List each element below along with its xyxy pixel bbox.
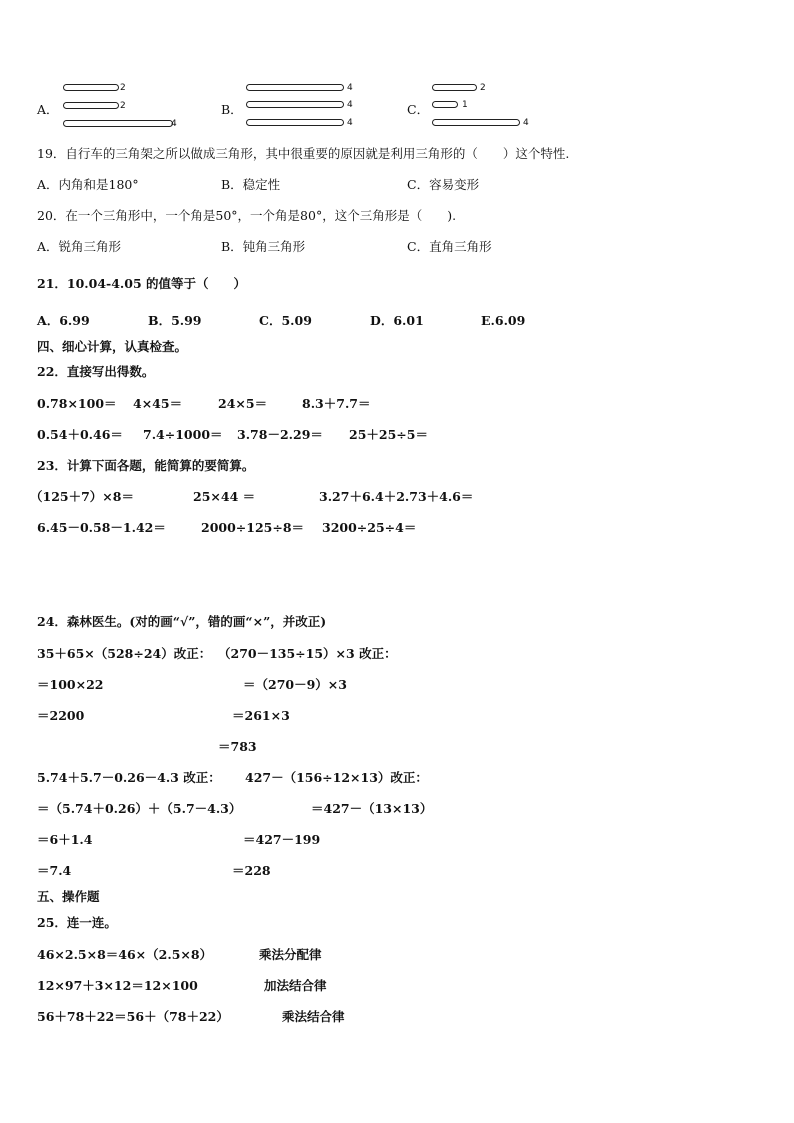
q24-p2-right-line: ＝427－199 bbox=[243, 832, 321, 847]
q24-p2-right-line: ＝228 bbox=[232, 863, 271, 878]
q25-right-item[interactable]: 加法结合律 bbox=[264, 978, 327, 993]
stick-length-label: 2 bbox=[480, 83, 486, 93]
q24-p1-right-line: ＝261×3 bbox=[232, 708, 290, 723]
q24-p1-left-line: ＝100×22 bbox=[37, 677, 104, 692]
stick-length-label: 2 bbox=[120, 101, 126, 111]
q20-option-c[interactable]: C．直角三角形 bbox=[407, 239, 492, 254]
q23-expr: 25×44 ＝ bbox=[193, 489, 256, 504]
q24-p1-right-line: ＝783 bbox=[218, 739, 257, 754]
q20-option-b[interactable]: B．钝角三角形 bbox=[221, 239, 306, 254]
q24-text: 24．森林医生。(对的画“√”，错的画“×”，并改正) bbox=[37, 614, 327, 629]
stick bbox=[432, 119, 520, 126]
q22-text: 22．直接写出得数。 bbox=[37, 364, 155, 379]
q19-option-b[interactable]: B．稳定性 bbox=[221, 177, 281, 192]
q25-text: 25．连一连。 bbox=[37, 915, 117, 930]
q18-option-c-label: C． bbox=[407, 102, 430, 117]
q24-p2-left-line: 5.74＋5.7－0.26－4.3 改正： bbox=[37, 770, 221, 785]
q24-p2-left-line: ＝（5.74＋0.26）＋（5.7－4.3） bbox=[37, 801, 242, 816]
stick-length-label: 2 bbox=[120, 83, 126, 93]
q24-p2-left-line: ＝7.4 bbox=[37, 863, 72, 878]
q19-text: 19．自行车的三角架之所以做成三角形，其中很重要的原因就是利用三角形的（ ）这个特性. bbox=[37, 146, 570, 161]
stick bbox=[63, 102, 119, 109]
stick-length-label: 4 bbox=[523, 118, 529, 128]
q22-expr: 0.54＋0.46＝ bbox=[37, 427, 123, 442]
q25-left-item[interactable]: 56＋78＋22＝56＋（78＋22） bbox=[37, 1009, 229, 1024]
q24-p2-right-line: 427－（156÷12×13）改正： bbox=[245, 770, 428, 785]
stick bbox=[63, 120, 173, 127]
q23-expr: （125＋7）×8＝ bbox=[30, 489, 134, 504]
stick bbox=[246, 101, 344, 108]
q22-expr: 25＋25÷5＝ bbox=[349, 427, 428, 442]
q21-option-a[interactable]: A．6.99 bbox=[37, 313, 90, 328]
q25-right-item[interactable]: 乘法分配律 bbox=[259, 947, 322, 962]
q23-expr: 3.27＋6.4＋2.73＋4.6＝ bbox=[319, 489, 474, 504]
q21-option-d[interactable]: D．6.01 bbox=[370, 313, 424, 328]
stick-length-label: 4 bbox=[347, 118, 353, 128]
stick-length-label: 4 bbox=[347, 83, 353, 93]
q18-option-b-label: B． bbox=[221, 102, 243, 117]
q21-text: 21．10.04-4.05 的值等于（ ） bbox=[37, 276, 247, 291]
section-4-heading: 四、细心计算，认真检查。 bbox=[37, 339, 188, 354]
q25-right-item[interactable]: 乘法结合律 bbox=[282, 1009, 345, 1024]
q20-option-a[interactable]: A．锐角三角形 bbox=[37, 239, 122, 254]
q21-option-c[interactable]: C．5.09 bbox=[259, 313, 312, 328]
q24-p1-right-line: （270－135÷15）×3 改正： bbox=[218, 646, 397, 661]
q23-expr: 6.45－0.58－1.42＝ bbox=[37, 520, 166, 535]
q22-expr: 24×5＝ bbox=[218, 396, 268, 411]
stick bbox=[63, 84, 119, 91]
stick bbox=[432, 101, 458, 108]
q24-p2-left-line: ＝6＋1.4 bbox=[37, 832, 93, 847]
q19-option-a[interactable]: A．内角和是180° bbox=[37, 177, 139, 192]
stick bbox=[246, 119, 344, 126]
q21-option-e[interactable]: E.6.09 bbox=[481, 313, 526, 328]
q23-text: 23．计算下面各题，能简算的要简算。 bbox=[37, 458, 255, 473]
q19-option-c[interactable]: C．容易变形 bbox=[407, 177, 480, 192]
q22-expr: 3.78－2.29＝ bbox=[237, 427, 323, 442]
q24-p1-right-line: ＝（270－9）×3 bbox=[243, 677, 347, 692]
stick bbox=[246, 84, 344, 91]
q18-option-a-label: A． bbox=[37, 102, 59, 117]
q25-left-item[interactable]: 46×2.5×8＝46×（2.5×8） bbox=[37, 947, 213, 962]
q24-p1-left-line: ＝2200 bbox=[37, 708, 85, 723]
section-5-heading: 五、操作题 bbox=[37, 889, 100, 904]
q22-expr: 7.4÷1000＝ bbox=[143, 427, 223, 442]
stick bbox=[432, 84, 477, 91]
q20-text: 20．在一个三角形中，一个角是50°，一个角是80°，这个三角形是（ ). bbox=[37, 208, 457, 223]
stick-length-label: 4 bbox=[171, 119, 177, 129]
q22-expr: 8.3＋7.7＝ bbox=[302, 396, 371, 411]
q24-p1-left-line: 35＋65×（528÷24）改正： bbox=[37, 646, 212, 661]
q22-expr: 4×45＝ bbox=[133, 396, 183, 411]
q24-p2-right-line: ＝427－（13×13） bbox=[311, 801, 433, 816]
q25-left-item[interactable]: 12×97＋3×12＝12×100 bbox=[37, 978, 198, 993]
stick-length-label: 4 bbox=[347, 100, 353, 110]
q23-expr: 2000÷125÷8＝ bbox=[201, 520, 305, 535]
q22-expr: 0.78×100＝ bbox=[37, 396, 117, 411]
q21-option-b[interactable]: B．5.99 bbox=[148, 313, 202, 328]
stick-length-label: 1 bbox=[462, 100, 468, 110]
q23-expr: 3200÷25÷4＝ bbox=[322, 520, 417, 535]
